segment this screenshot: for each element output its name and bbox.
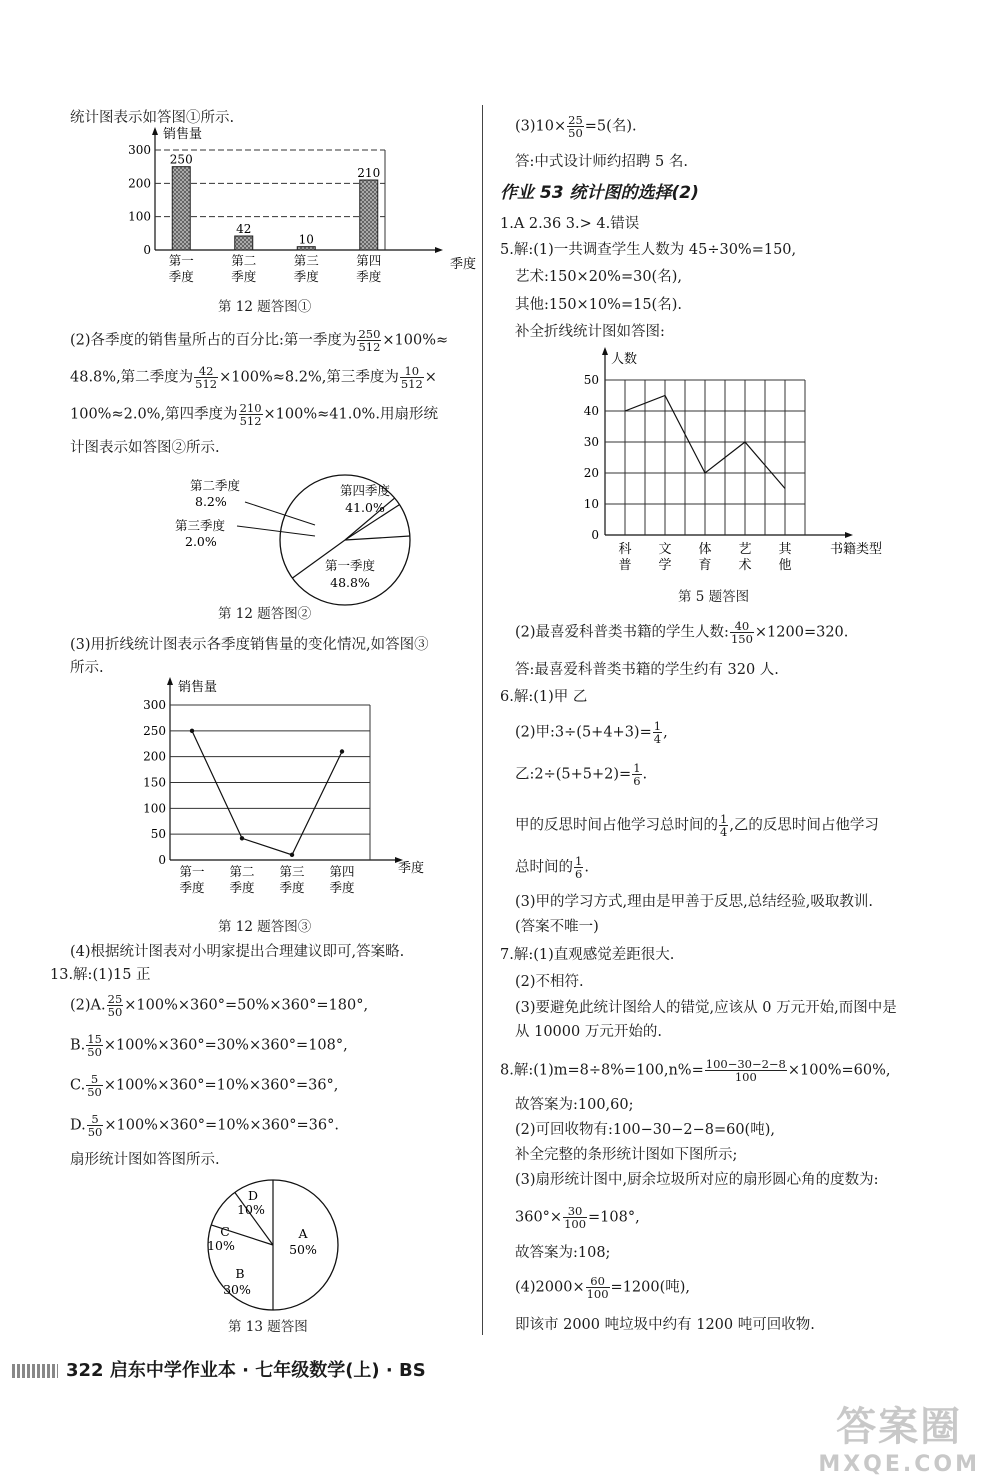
y-tick-label: 50: [583, 373, 599, 387]
text-line: 答:中式设计师约招聘 5 名.: [515, 154, 688, 170]
data-point: [240, 836, 244, 840]
pie-label: B: [235, 1266, 245, 1281]
chart-caption: 第 13 题答图: [228, 1319, 308, 1335]
x-tick-label: 第一: [179, 864, 205, 879]
text-line: (2)A. $\frac{25}{50}$ ×100%×360°=50%×360°=180°,: [70, 992, 369, 1019]
text-line: (3)扇形统计图中,厨余垃圾所对应的扇形圆心角的度数为:: [515, 1172, 879, 1188]
data-point: [340, 749, 344, 753]
pie-value: 30%: [223, 1282, 251, 1297]
text-line: 从 10000 万元开始的.: [515, 1024, 662, 1040]
data-point: [290, 853, 294, 857]
x-tick-label: 文: [658, 542, 672, 557]
x-tick-label: 季度: [356, 269, 382, 284]
text-line: (4)2000× $\frac{60}{100}$ =1200(吨),: [515, 1274, 691, 1301]
y-tick-label: 300: [143, 698, 166, 712]
x-tick-label: 季度: [229, 880, 255, 895]
fraction: $\frac{42}{512}$: [195, 364, 218, 391]
x-tick-label: 体: [698, 542, 712, 557]
x-tick-label: 第四: [356, 253, 382, 268]
pie-label: C: [220, 1224, 230, 1239]
text-line: 即该市 2000 吨垃圾中约有 1200 吨可回收物.: [515, 1317, 815, 1333]
x-tick-label: 第四: [329, 864, 355, 879]
pie-value: 2.0%: [185, 534, 217, 549]
text-line: 总时间的 $\frac{1}{6}$ .: [515, 854, 589, 881]
x-tick-label: 科: [618, 542, 632, 557]
text-line: (3)甲的学习方式,理由是甲善于反思,总结经验,吸取教训.: [515, 894, 873, 910]
text-line: (2)不相符.: [515, 974, 584, 990]
fraction: $\frac{1}{6}$: [633, 761, 641, 788]
pie-label: 第三季度: [175, 518, 226, 533]
y-axis-label: 销售量: [163, 127, 203, 142]
data-label: 250: [169, 152, 193, 167]
x-axis-label: 季度: [450, 257, 477, 272]
x-tick-label: 季度: [168, 269, 194, 284]
pie-label: D: [247, 1188, 259, 1203]
column-divider: [482, 105, 483, 1335]
text-line: (答案不唯一): [515, 919, 599, 935]
text-line: 甲的反思时间占他学习总时间的 $\frac{1}{4}$ ,乙的反思时间占他学习: [515, 812, 879, 839]
text-line: 8.解:(1)m=8÷8%=100,n%= $\frac{100-30-2-8}{100}$ ×100%=60%,: [500, 1057, 891, 1084]
x-tick-label: 艺: [738, 542, 752, 557]
series-line: [192, 731, 342, 855]
text-line: (3)10× $\frac{25}{50}$ =5(名).: [515, 113, 637, 140]
text-line: D. $\frac{5}{50}$ ×100%×360°=10%×360°=36°.: [70, 1112, 339, 1139]
x-axis-arrow: [845, 532, 853, 538]
fraction: $\frac{1}{6}$: [575, 854, 583, 881]
y-tick-label: 20: [583, 466, 599, 480]
y-axis-label: 销售量: [178, 680, 218, 695]
y-tick-label: 100: [143, 801, 166, 816]
text-line: 1.A 2.36 3.> 4.错误: [500, 216, 640, 232]
leader-line: [237, 526, 315, 536]
y-tick-label: 100: [128, 209, 151, 224]
text-line: C. $\frac{5}{50}$ ×100%×360°=10%×360°=36°,: [70, 1072, 339, 1099]
text-line: (2)最喜爱科普类书籍的学生人数: $\frac{40}{150}$ ×1200=320.: [515, 619, 849, 646]
leader-line: [245, 502, 315, 525]
watermark: 答案圈 MXQE.COM: [818, 1404, 980, 1477]
text-line: 360°× $\frac{30}{100}$ =108°,: [515, 1204, 640, 1231]
pie-chart-sales: [165, 470, 465, 610]
footer-bars-decoration: [12, 1364, 58, 1378]
y-tick-label: 200: [128, 176, 151, 191]
y-tick-label: 40: [583, 404, 599, 418]
text-line: 乙:2÷(5+5+2)= $\frac{1}{6}$ .: [515, 761, 648, 788]
x-tick-label: 第二: [231, 253, 257, 268]
fraction: $\frac{1}{4}$: [720, 812, 728, 839]
x-tick-label: 季度: [279, 880, 305, 895]
fraction: $\frac{30}{100}$: [564, 1204, 587, 1231]
pie-chart-q13: [195, 1170, 395, 1320]
y-tick-label: 30: [583, 435, 599, 449]
fraction: $\frac{25}{50}$: [568, 113, 583, 140]
x-tick-label: 季度: [293, 269, 319, 284]
x-tick-label: 术: [738, 558, 752, 573]
fraction: $\frac{210}{512}$: [239, 401, 262, 428]
y-tick-label: 0: [143, 243, 151, 257]
x-tick-label: 季度: [329, 880, 355, 895]
text-line: 故答案为:100,60;: [515, 1097, 634, 1113]
data-label: 10: [298, 232, 314, 247]
x-tick-label: 季度: [179, 880, 205, 895]
bar: [360, 180, 378, 250]
y-tick-label: 250: [143, 723, 166, 738]
pie-label: 第一季度: [324, 558, 376, 573]
text-line: 6.解:(1)甲 乙: [500, 689, 588, 705]
y-tick-label: 50: [150, 827, 166, 842]
y-tick-label: 300: [128, 143, 151, 157]
y-tick-label: 0: [158, 853, 166, 867]
pie-value: 41.0%: [345, 500, 385, 515]
text-line: 13.解:(1)15 正: [50, 967, 151, 983]
text-line: 7.解:(1)直观感觉差距很大.: [500, 947, 675, 963]
text-line: (2)可回收物有:100−30−2−8=60(吨),: [515, 1122, 775, 1138]
chart-caption: 第 12 题答图③: [218, 919, 312, 935]
x-tick-label: 学: [658, 558, 672, 573]
x-tick-label: 普: [618, 558, 632, 573]
pie-value: 10%: [207, 1238, 235, 1253]
fraction: $\frac{10}{512}$: [400, 364, 423, 391]
text-line: (3)用折线统计图表示各季度销售量的变化情况,如答图③: [70, 637, 429, 653]
x-tick-label: 季度: [231, 269, 257, 284]
x-tick-label: 其: [778, 542, 792, 557]
pie-slice-edge: [345, 536, 410, 540]
data-label: 210: [357, 166, 381, 180]
x-tick-label: 第三: [293, 253, 319, 268]
x-axis-label: 季度: [398, 861, 425, 876]
text-line: 扇形统计图如答图所示.: [70, 1152, 220, 1168]
fraction: $\frac{250}{512}$: [358, 327, 381, 354]
pie-label: 第二季度: [190, 478, 241, 493]
text-line: (2)甲:3÷(5+4+3)= $\frac{1}{4}$ ,: [515, 719, 668, 746]
pie-label: 第四季度: [339, 483, 391, 498]
y-axis-arrow: [152, 127, 158, 135]
text-line: 100%≈2.0%,第四季度为 $\frac{210}{512}$ ×100%≈41.0%.用扇形统: [70, 401, 438, 428]
text-line: 所示.: [70, 660, 104, 676]
fraction: $\frac{5}{50}$: [87, 1072, 102, 1099]
fraction: $\frac{5}{50}$: [87, 1112, 103, 1139]
text-line: 5.解:(1)一共调查学生人数为 45÷30%=150,: [500, 242, 797, 258]
section-heading: 作业 53 统计图的选择(2): [500, 183, 699, 203]
y-axis-arrow: [602, 347, 608, 355]
chart-caption: 第 12 题答图②: [218, 606, 312, 622]
text-line: 艺术:150×20%=30(名),: [515, 269, 682, 285]
text-line: 补全折线统计图如答图:: [515, 324, 665, 340]
x-tick-label: 第三: [279, 864, 305, 879]
line-chart-sales: [130, 675, 470, 905]
text-line: 答:最喜爱科普类书籍的学生约有 320 人.: [515, 662, 779, 678]
text-line: 计图表示如答图②所示.: [70, 440, 220, 456]
pie-value: 10%: [237, 1202, 265, 1217]
fraction: $\frac{15}{50}$: [87, 1032, 102, 1059]
pie-label: A: [298, 1226, 308, 1241]
y-axis-label: 人数: [611, 352, 638, 367]
pie-value: 8.2%: [195, 494, 227, 509]
text-line: 故答案为:108;: [515, 1245, 611, 1261]
line-chart-books: [575, 345, 935, 575]
x-axis-arrow: [435, 247, 443, 253]
y-tick-label: 200: [143, 749, 166, 764]
x-axis-label: 书籍类型: [830, 542, 883, 557]
fraction: $\frac{25}{50}$: [107, 992, 123, 1019]
page-footer: 322 启东中学作业本 · 七年级数学(上) · BS: [12, 1356, 426, 1382]
text-line: 48.8%,第二季度为 $\frac{42}{512}$ ×100%≈8.2%,第三季度为 $\frac{10}{512}$ ×: [70, 364, 437, 391]
text-line: 补全完整的条形统计图如下图所示;: [515, 1147, 738, 1163]
x-tick-label: 第一: [168, 253, 194, 268]
text-line: (3)要避免此统计图给人的错觉,应该从 0 万元开始,而图中是: [515, 1000, 897, 1016]
bar-chart-sales: [115, 127, 477, 310]
x-tick-label: 第二: [229, 864, 255, 879]
data-label: 42: [236, 222, 252, 236]
text-line: 其他:150×10%=15(名).: [515, 297, 682, 313]
bar: [235, 236, 253, 250]
y-tick-label: 150: [143, 775, 166, 790]
y-tick-label: 0: [591, 528, 599, 542]
fraction: $\frac{60}{100}$: [586, 1274, 609, 1301]
text-line: 统计图表示如答图①所示.: [70, 110, 235, 126]
pie-value: 48.8%: [330, 575, 370, 590]
fraction: $\frac{40}{150}$: [730, 619, 753, 646]
chart-caption: 第 12 题答图①: [218, 299, 312, 315]
fraction: $\frac{1}{4}$: [653, 719, 662, 746]
chart-caption: 第 5 题答图: [678, 589, 750, 605]
y-tick-label: 10: [583, 497, 599, 511]
bar: [172, 167, 190, 250]
data-point: [190, 729, 194, 733]
text-line: (2)各季度的销售量所占的百分比:第一季度为 $\frac{250}{512}$ ×100%≈: [70, 327, 449, 354]
y-axis-arrow: [167, 677, 173, 685]
text-line: (4)根据统计图表对小明家提出合理建议即可,答案略.: [70, 944, 405, 960]
pie-value: 50%: [289, 1242, 317, 1257]
fraction: $\frac{100-30-2-8}{100}$: [705, 1057, 786, 1084]
text-line: B. $\frac{15}{50}$ ×100%×360°=30%×360°=108°,: [70, 1032, 348, 1059]
x-tick-label: 育: [698, 558, 712, 573]
bar: [297, 247, 315, 250]
x-tick-label: 他: [778, 558, 792, 573]
